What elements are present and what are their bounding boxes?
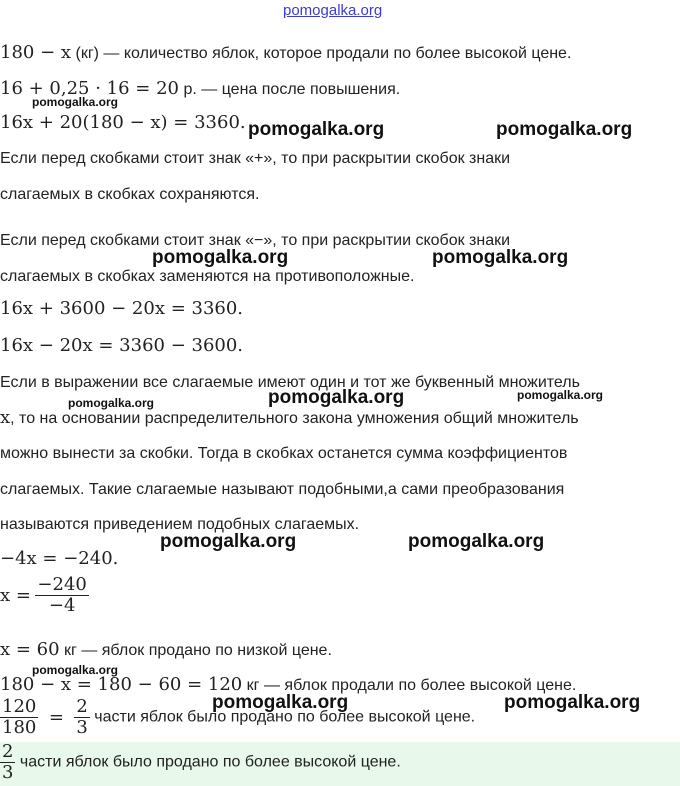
expr: 16 + 0,25 · 16 = 20 [0, 78, 180, 99]
line-text: р. — цена после повышения. [179, 81, 401, 98]
line-ratio [0, 697, 475, 738]
rule-factor-line-3: можно вынести за скобки. Тогда в скобках останется сумма коэффициентов [0, 445, 568, 462]
watermark: pomogalka.org [212, 692, 349, 713]
numerator: 2 [76, 696, 88, 717]
equation-5 [0, 575, 89, 616]
answer-line [0, 742, 401, 783]
rule-minus-line-2: слагаемых в скобках заменяются на противоположные. [0, 268, 415, 285]
variable-x: x [0, 407, 11, 428]
line-text: части яблок было продано по более высокой цене. [94, 708, 476, 726]
watermark: pomogalka.org [32, 95, 119, 109]
line-x-60 [0, 639, 332, 660]
equation-3: 16x − 20x = 3360 − 3600. [0, 335, 244, 356]
watermark: pomogalka.org [517, 388, 604, 402]
line-1 [0, 42, 571, 63]
watermark: pomogalka.org [160, 531, 297, 552]
expr: x = 60 [0, 639, 60, 660]
line-text: кг — яблок продали по более высокой цене. [242, 677, 577, 694]
watermark: pomogalka.org [152, 247, 289, 268]
denominator: 3 [76, 717, 88, 738]
numerator: 120 [2, 696, 37, 717]
rule-plus-line-1: Если перед скобками стоит знак «+», то при раскрытии скобок знаки [0, 150, 511, 167]
answer-text: части яблок было продано по более высокой цене. [19, 753, 401, 771]
fraction [35, 575, 88, 616]
equals-sign: = [48, 707, 64, 728]
numerator: 2 [2, 741, 14, 762]
watermark: pomogalka.org [496, 119, 633, 140]
denominator: 180 [2, 717, 37, 738]
watermark: pomogalka.org [268, 387, 405, 408]
fraction [74, 697, 89, 738]
denominator: −4 [48, 595, 76, 616]
watermark-top: pomogalka.org [283, 2, 383, 19]
watermark: pomogalka.org [408, 531, 545, 552]
rule-factor-line-1: Если в выражении все слагаемые имеют один и тот же буквенный множитель [0, 374, 580, 391]
watermark: pomogalka.org [32, 663, 119, 677]
rule-factor-line-2 [0, 407, 579, 428]
line-text: (кг) — количество яблок, которое продали по более высокой цене. [71, 45, 572, 62]
equation-2: 16x + 3600 − 20x = 3360. [0, 298, 244, 319]
fraction [0, 742, 15, 783]
denominator: 3 [2, 762, 14, 783]
expr: 180 − x = 180 − 60 = 120 [0, 674, 243, 695]
rule-plus-line-2: слагаемых в скобках сохраняются. [0, 186, 260, 203]
numerator: −240 [37, 574, 87, 595]
line-text: , то на основании распределительного закона умножения общий множитель [10, 410, 579, 427]
watermark: pomogalka.org [68, 396, 155, 410]
expr: x = [0, 585, 31, 606]
watermark: pomogalka.org [432, 247, 569, 268]
equation-4: −4x = −240. [0, 548, 119, 569]
watermark: pomogalka.org [504, 692, 641, 713]
answer-box [0, 742, 680, 786]
rule-minus-line-1: Если перед скобками стоит знак «−», то при раскрытии скобок знаки [0, 232, 511, 249]
watermark: pomogalka.org [248, 119, 385, 140]
expr: 180 − x [0, 42, 72, 63]
rule-factor-line-4: слагаемых. Такие слагаемые называют подобными,а сами преобразования [0, 481, 565, 498]
rule-factor-line-5: называются приведением подобных слагаемых. [0, 516, 360, 533]
equation-1: 16x + 20(180 − x) = 3360. [0, 112, 246, 133]
line-text: кг — яблок продано по низкой цене. [59, 642, 332, 659]
fraction [0, 697, 38, 738]
